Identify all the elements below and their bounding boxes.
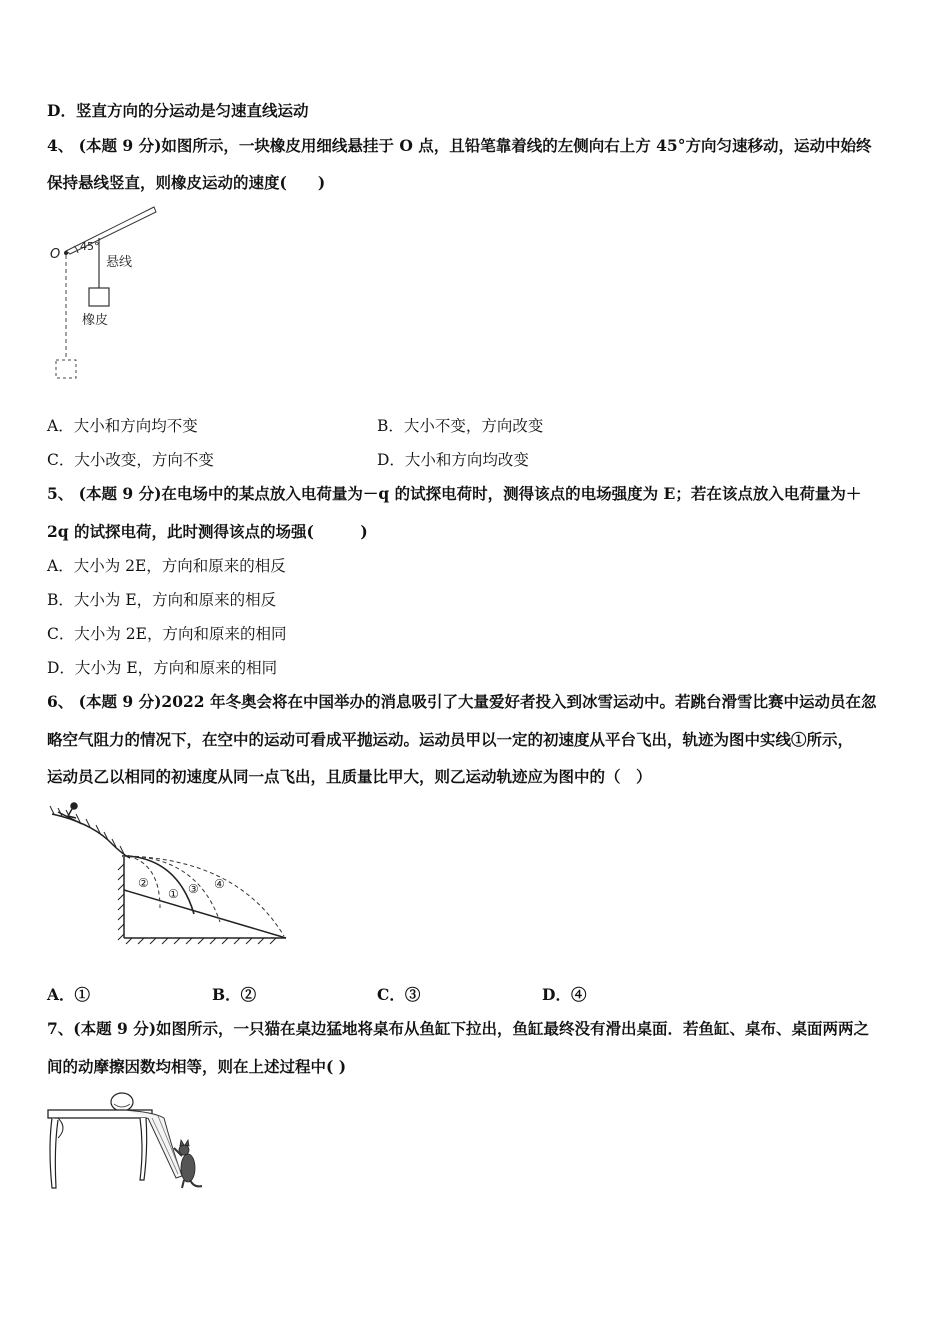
q5-stem-line1: 5、 (本题 9 分)在电场中的某点放入电荷量为－q 的试探电荷时，测得该点的电场强度为 E；若在该点放入电荷量为＋ [47, 484, 862, 503]
q4-pencil-figure [44, 200, 184, 390]
q5-stem-line2: 2q 的试探电荷，此时测得该点的场强( ) [47, 522, 368, 541]
skier-icon [58, 803, 82, 824]
q4-string-label: 悬线 [106, 255, 133, 270]
q6-option-c: C．③ [377, 985, 421, 1004]
q4-option-c: C．大小改变，方向不变 [47, 451, 214, 469]
fishbowl-icon [111, 1093, 133, 1111]
q7-stem-line2: 间的动摩擦因数均相等，则在上述过程中( ) [47, 1057, 347, 1076]
q4-eraser [89, 288, 109, 306]
q4-eraser-label: 橡皮 [82, 313, 109, 328]
q7-stem-line1: 7、(本题 9 分)如图所示，一只猫在桌边猛地将桌布从鱼缸下拉出，鱼缸最终没有滑出桌面．若鱼缸、桌布、桌面两两之 [47, 1019, 870, 1038]
q5-option-b: B．大小为 E，方向和原来的相反 [47, 591, 277, 609]
q4-option-d: D．大小和方向均改变 [377, 451, 529, 469]
q6-stem-line2: 略空气阻力的情况下，在空中的运动可看成平抛运动。运动员甲以一定的初速度从平台飞出，轨迹为图中实线①所示， [47, 730, 854, 749]
q4-point-label: O [50, 247, 61, 262]
q6-stem-line1: 6、 (本题 9 分)2022 年冬奥会将在中国举办的消息吸引了大量爱好者投入到冰雪运动中。若跳台滑雪比赛中运动员在忽 [47, 692, 877, 711]
q4-option-a: A．大小和方向均不变 [47, 417, 198, 435]
q5-option-a: A．大小为 2E，方向和原来的相反 [47, 557, 286, 575]
q6-label-2: ② [138, 876, 149, 890]
q4-angle-label: 45° [80, 240, 100, 253]
q4-stem-line1: 4、 (本题 9 分)如图所示，一块橡皮用细线悬挂于 O 点，且铅笔靠着线的左侧向右上方 45°方向匀速移动，运动中始终 [47, 136, 872, 155]
q5-option-c: C．大小为 2E，方向和原来的相同 [47, 625, 287, 643]
q6-stem-line3: 运动员乙以相同的初速度从同一点飞出，且质量比甲大，则乙运动轨迹应为图中的（ ） [47, 767, 652, 786]
q6-ski-jump-figure [48, 800, 293, 950]
q4-stem-line2: 保持悬线竖直，则橡皮运动的速度( ) [47, 173, 326, 192]
q6-option-a: A．① [47, 985, 91, 1004]
q6-label-4: ④ [214, 877, 225, 891]
q6-option-b: B．② [212, 985, 257, 1004]
q5-option-d: D．大小为 E，方向和原来的相同 [47, 659, 278, 677]
q3-option-d: D．竖直方向的分运动是匀速直线运动 [47, 101, 309, 120]
q6-label-1: ① [168, 887, 179, 901]
q7-cat-table-figure [44, 1088, 214, 1198]
q6-option-d: D．④ [542, 985, 587, 1004]
q6-label-3: ③ [188, 882, 199, 896]
q4-option-b: B．大小不变，方向改变 [377, 417, 544, 435]
